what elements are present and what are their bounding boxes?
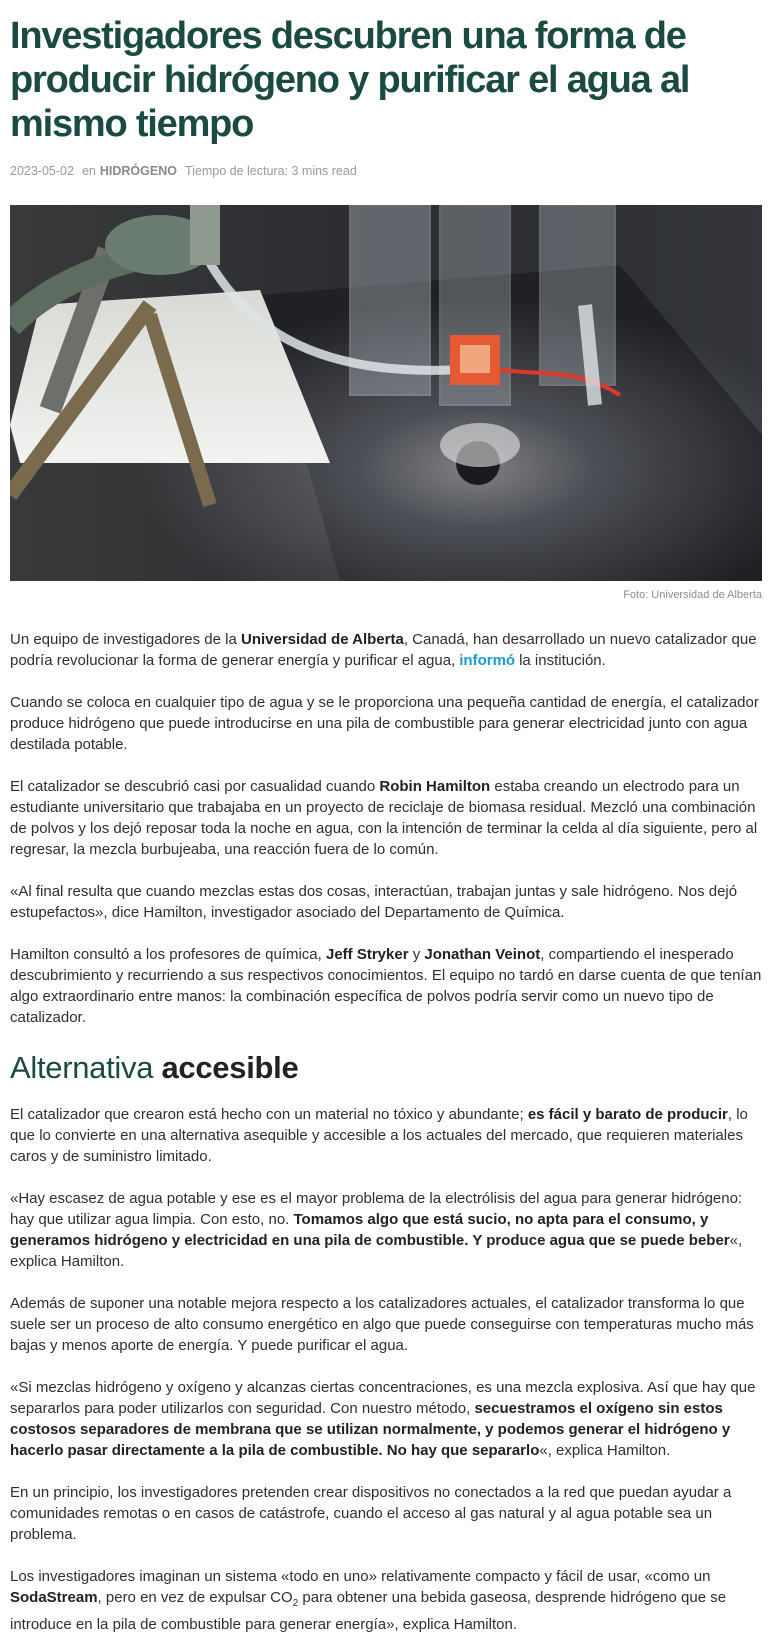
bold-text: Jeff Stryker	[326, 946, 409, 963]
text-span: «Si mezclas hidrógeno y oxígeno y alcanzas ciertas concentraciones, es una mezcla explosiva. Así que hay que separarlos para poder utilizarlos con seguridad. Con nuestro método,	[10, 1379, 756, 1417]
category-info	[82, 164, 177, 178]
article-photo	[10, 205, 762, 581]
bold-text: SodaStream	[10, 1589, 98, 1606]
paragraph	[10, 944, 762, 1028]
publish-date: 2023-05-02	[10, 164, 74, 178]
paragraph	[10, 776, 762, 860]
paragraph	[10, 629, 762, 671]
section-heading	[10, 1049, 762, 1087]
text-span: , lo que lo convierte en una alternativa asequible y accesible a los actuales del mercado, que requieren materiales caros y de suministro limitado.	[10, 1106, 748, 1165]
bold-text: Universidad de Alberta	[241, 631, 404, 648]
article-title: Investigadores descubren una forma de producir hidrógeno y purificar el agua al mismo tiempo	[10, 15, 690, 145]
photo-caption: Foto: Universidad de Alberta	[623, 589, 762, 601]
subscript: 2	[292, 1598, 299, 1609]
heading-bold: accesible	[161, 1050, 299, 1085]
bold-text: Jonathan Veinot	[424, 946, 541, 963]
paragraph: Cuando se coloca en cualquier tipo de agua y se le proporciona una pequeña cantidad de energía, el catalizador produce hidrógeno que puede introducirse en una pila de combustible para generar electricidad junto con agua destilada potable.	[10, 694, 759, 753]
text-span: , compartiendo el inesperado descubrimiento y recurriendo a sus respectivos conocimientos. El equipo no tardó en darse cuenta de que tenían algo extraordinario entre manos: la combinación específica de polvos podría servir como un nuevo tipo de catalizador.	[10, 946, 762, 1026]
category-prefix: en	[81, 164, 96, 178]
text-span: , pero en vez de expulsar CO	[97, 1589, 293, 1606]
category-link[interactable]: HIDRÓGENO	[99, 164, 177, 178]
text-span: El catalizador que crearon está hecho con un material no tóxico y abundante;	[10, 1106, 528, 1123]
bold-text: Tomamos algo que está sucio, no apta para el consumo, y generamos hidrógeno y electricidad en una pila de combustible. Y produce agua que se puede beber	[10, 1211, 730, 1249]
text-span: «, explica Hamilton.	[10, 1232, 743, 1270]
text-span: El catalizador se descubrió casi por casualidad cuando	[10, 778, 380, 795]
paragraph	[10, 1104, 762, 1167]
bold-text: es fácil y barato de producir	[527, 1106, 728, 1123]
heading-text: Alternativa	[10, 1050, 162, 1085]
paragraph	[10, 1188, 762, 1272]
paragraph: En un principio, los investigadores pretenden crear dispositivos no conectados a la red que puedan ayudar a comunidades remotas o en casos de catástrofe, cuando el acceso al gas natural y al agua potable sea un problema.	[10, 1484, 732, 1543]
text-span: Los investigadores imaginan un sistema «todo en uno» relativamente compacto y fácil de usar, «como un	[10, 1568, 711, 1585]
paragraph	[10, 1566, 762, 1635]
text-span: para obtener una bebida gaseosa, desprende hidrógeno que se introduce en la pila de combustible para generar energía», explica Hamilton.	[10, 1589, 727, 1633]
text-span: la institución.	[519, 652, 606, 669]
text-span: Hamilton consultó a los profesores de química,	[10, 946, 326, 963]
text-span: , Canadá, han desarrollado un nuevo catalizador que podría revolucionar la forma de generar energía y purificar el agua,	[10, 631, 757, 669]
text-span: Un equipo de investigadores de la	[10, 631, 241, 648]
article-body	[10, 629, 762, 1635]
lab-electrolysis-image	[10, 205, 762, 581]
text-span: «Hay escasez de agua potable y ese es el mayor problema de la electrólisis del agua para generar hidrógeno: hay que utilizar agua limpia. Con esto, no.	[10, 1190, 743, 1228]
paragraph	[10, 1377, 762, 1461]
bold-text: secuestramos el oxígeno sin estos costosos separadores de membrana que se utilizan normalmente, y podemos generar el hidrógeno y hacerlo pasar directamente a la pila de combustible. No hay que separarlo	[10, 1400, 731, 1459]
text-span: «, explica Hamilton.	[539, 1442, 671, 1459]
article-figure	[10, 205, 762, 601]
text-span: estaba creando un electrodo para un estudiante universitario que trabajaba en un proyecto de reciclaje de biomasa residual. Mezcló una combinación de polvos y los dejó reposar toda la noche en agua, con la intención de terminar la celda al día siguiente, pero al regresar, la mezcla burbujeaba, una reacción fuera de lo común.	[10, 778, 758, 858]
text-span: y	[408, 946, 425, 963]
article-meta	[10, 164, 775, 178]
informo-link[interactable]: informó	[459, 652, 516, 669]
reading-time: Tiempo de lectura: 3 mins read	[184, 164, 357, 178]
paragraph: «Al final resulta que cuando mezclas estas dos cosas, interactúan, trabajan juntas y sale hidrógeno. Nos dejó estupefactos», dice Hamilton, investigador asociado del Departamento de Química.	[10, 883, 738, 921]
bold-text: Robin Hamilton	[379, 778, 491, 795]
paragraph: Además de suponer una notable mejora respecto a los catalizadores actuales, el catalizador transforma lo que suele ser un proceso de alto consumo energético en algo que puede conseguirse con temperaturas mucho más bajas y menos aporte de energía. Y puede purificar el agua.	[10, 1295, 754, 1354]
